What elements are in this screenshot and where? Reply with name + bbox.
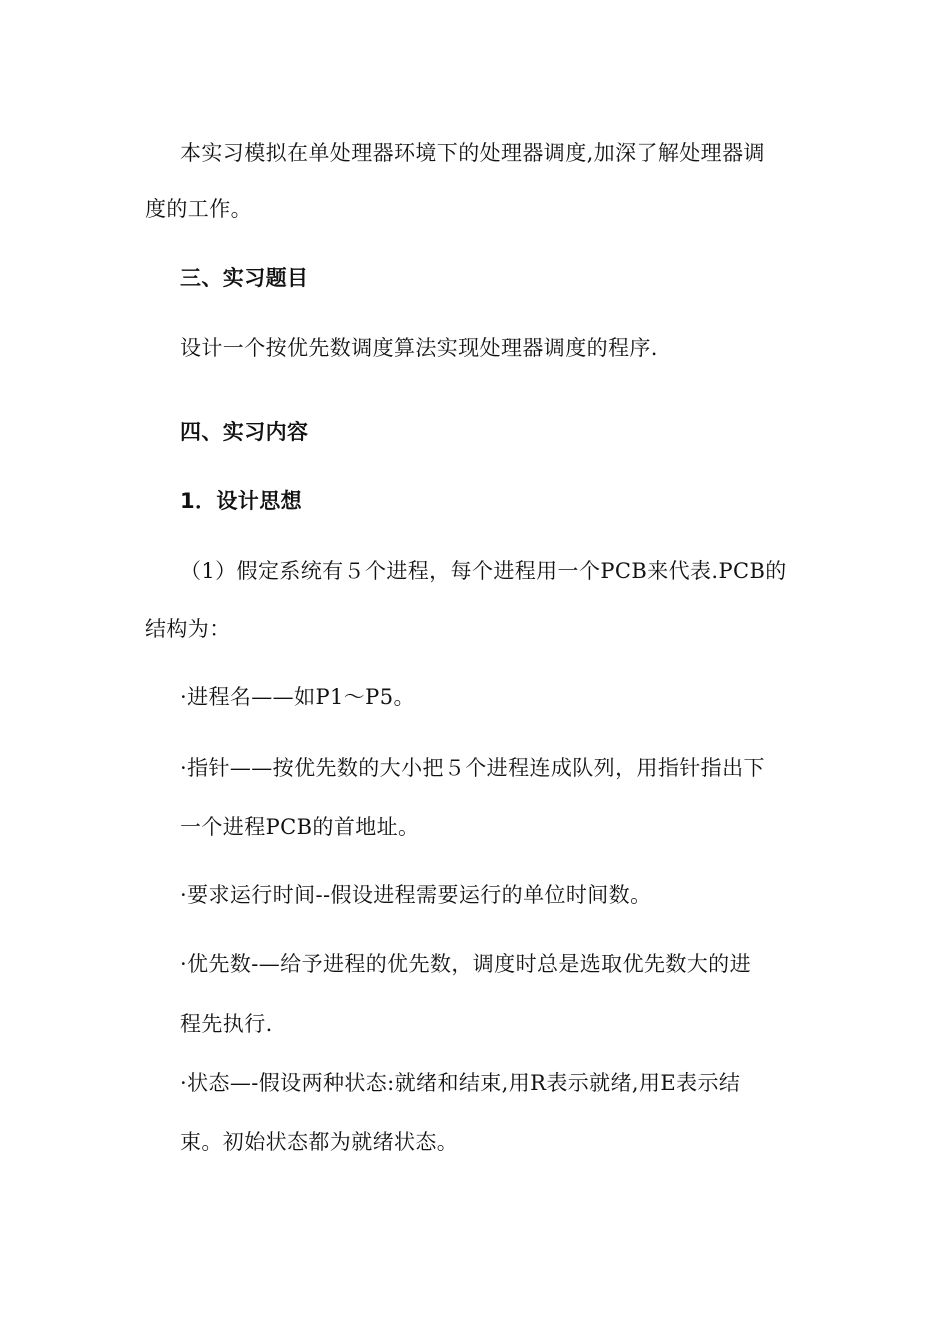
bullet-priority-line-1: ·优先数-—给予进程的优先数，调度时总是选取优先数大的进	[180, 952, 751, 976]
paragraph-1-line-1: （1）假定系统有５个进程，每个进程用一个PCB来代表.PCB的	[180, 559, 787, 583]
bullet-state-line-1: ·状态—-假设两种状态:就绪和结束,用R表示就绪,用E表示结	[180, 1071, 741, 1095]
bullet-pointer-line-1: ·指针——按优先数的大小把５个进程连成队列，用指针指出下	[180, 756, 765, 780]
intro-line-2: 度的工作。	[145, 197, 252, 221]
paragraph-1-line-2: 结构为：	[145, 617, 231, 641]
bullet-state-line-2: 束。初始状态都为就绪状态。	[180, 1130, 459, 1154]
section-heading-3: 三、实习题目	[180, 266, 309, 290]
bullet-run-time: ·要求运行时间--假设进程需要运行的单位时间数。	[180, 883, 652, 907]
intro-line-1: 本实习模拟在单处理器环境下的处理器调度,加深了解处理器调	[180, 141, 765, 165]
bullet-pointer-line-2: 一个进程PCB的首地址。	[180, 815, 420, 839]
topic-text: 设计一个按优先数调度算法实现处理器调度的程序.	[180, 336, 658, 360]
subsection-heading-1: 1．设计思想	[180, 489, 303, 513]
section-heading-4: 四、实习内容	[180, 420, 309, 444]
bullet-priority-line-2: 程先执行.	[180, 1012, 273, 1036]
bullet-process-name: ·进程名——如P1～P5。	[180, 685, 415, 709]
